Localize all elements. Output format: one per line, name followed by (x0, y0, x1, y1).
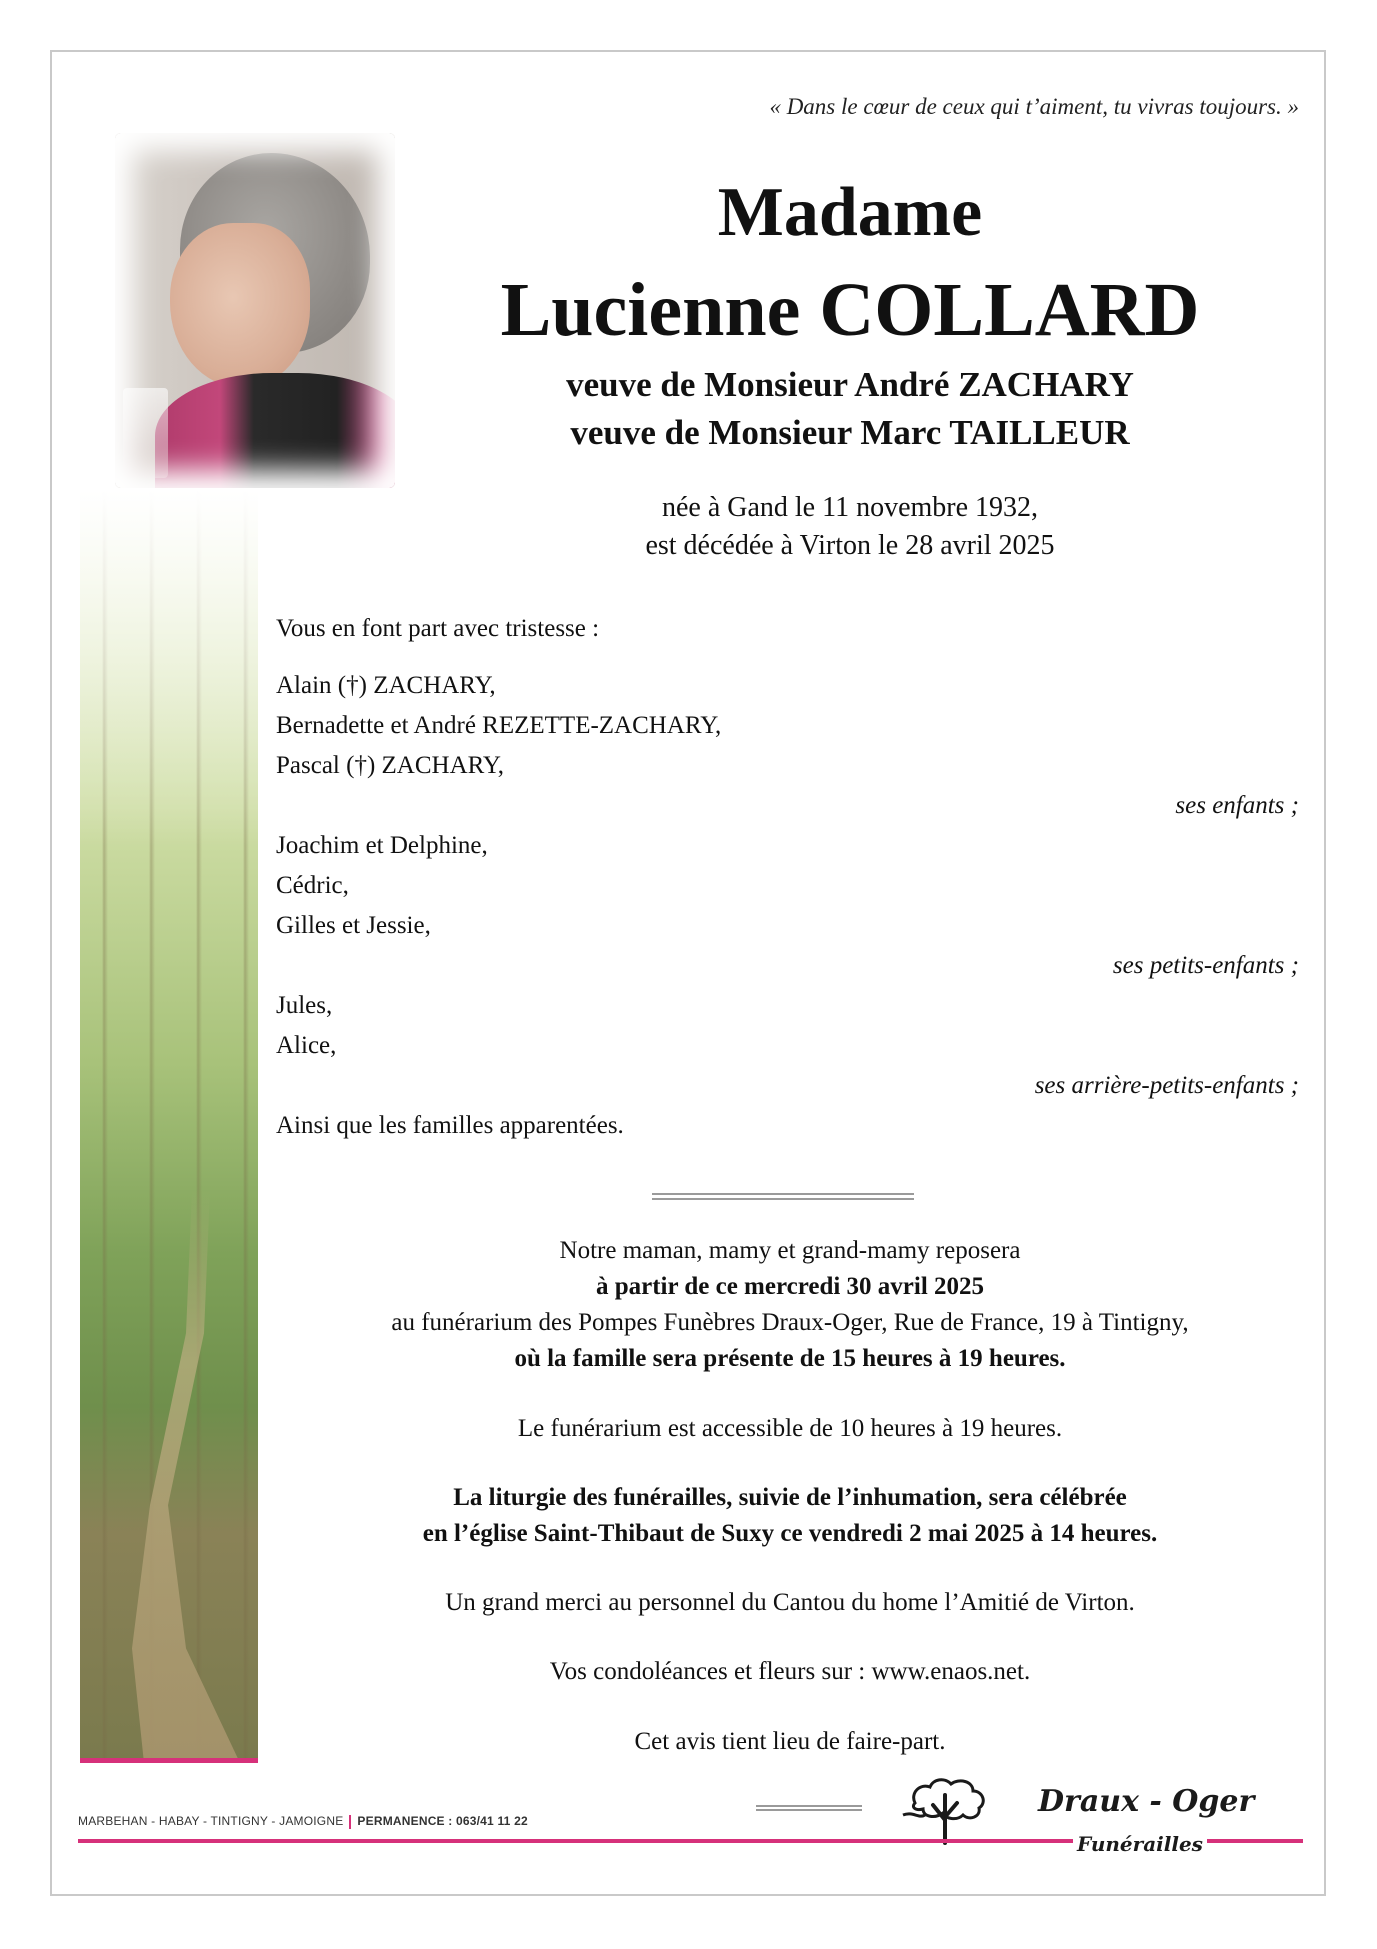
great-grandchild-name: Alice, (276, 1032, 337, 1059)
brand-logo-subtitle: Funérailles (1073, 1832, 1207, 1856)
portrait-photo (115, 133, 395, 488)
death-line: est décédée à Virton le 28 avril 2025 (645, 530, 1055, 561)
rest-line-1: Notre maman, mamy et grand-mamy reposera (559, 1237, 1021, 1264)
footer-contact (78, 1814, 528, 1829)
child-name: Bernadette et André REZETTE-ZACHARY, (276, 712, 722, 739)
widow-line-1: veuve de Monsieur André ZACHARY (566, 365, 1134, 404)
title-madame: Madame (717, 174, 983, 251)
liturgy-line-1: La liturgie des funérailles, suivie de l’inhumation, sera célébrée (453, 1484, 1127, 1511)
widow-line-2: veuve de Monsieur Marc TAILLEUR (570, 413, 1130, 452)
footer-divider (349, 1815, 351, 1829)
brand-logo-text: Draux - Oger (1038, 1784, 1255, 1819)
children-label: ses enfants ; (1175, 792, 1299, 819)
footer-permanence: PERMANENCE : 063/41 11 22 (357, 1814, 528, 1828)
notice-line: Cet avis tient lieu de faire-part. (634, 1728, 946, 1755)
grandchild-name: Gilles et Jessie, (276, 912, 431, 939)
child-name: Pascal (†) ZACHARY, (276, 752, 505, 779)
birth-line: née à Gand le 11 novembre 1932, (661, 492, 1039, 523)
footer-locations: MARBEHAN - HABAY - TINTIGNY - JAMOIGNE (78, 1814, 344, 1828)
child-name: Alain (†) ZACHARY, (276, 672, 496, 699)
grandchild-name: Cédric, (276, 872, 349, 899)
footer-separator (756, 1805, 862, 1811)
family-presence: où la famille sera présente de 15 heures à 19 heures. (514, 1345, 1066, 1372)
thanks-line: Un grand merci au personnel du Cantou du home l’Amitié de Virton. (445, 1589, 1135, 1616)
tree-logo-icon (895, 1775, 995, 1845)
grandchildren-label: ses petits-enfants ; (1112, 952, 1299, 979)
rest-date: à partir de ce mercredi 30 avril 2025 (595, 1273, 985, 1300)
forest-path-image (80, 490, 258, 1763)
section-separator (652, 1193, 914, 1200)
relatives-line: Ainsi que les familles apparentées. (276, 1112, 624, 1139)
family-intro: Vous en font part avec tristesse : (276, 615, 600, 642)
grandchild-name: Joachim et Delphine, (276, 832, 488, 859)
condolences-line: Vos condoléances et fleurs sur : www.enaos.net. (549, 1658, 1031, 1685)
epigraph-quote: « Dans le cœur de ceux qui t’aiment, tu vivras toujours. » (769, 94, 1299, 119)
rest-location: au funérarium des Pompes Funèbres Draux-Oger, Rue de France, 19 à Tintigny, (391, 1309, 1189, 1336)
liturgy-line-2: en l’église Saint-Thibaut de Suxy ce vendredi 2 mai 2025 à 14 heures. (422, 1520, 1158, 1547)
deceased-name: Lucienne COLLARD (500, 268, 1200, 352)
access-hours: Le funérarium est accessible de 10 heures à 19 heures. (517, 1415, 1063, 1442)
great-grandchildren-label: ses arrière-petits-enfants ; (1034, 1072, 1299, 1099)
great-grandchild-name: Jules, (276, 992, 333, 1019)
